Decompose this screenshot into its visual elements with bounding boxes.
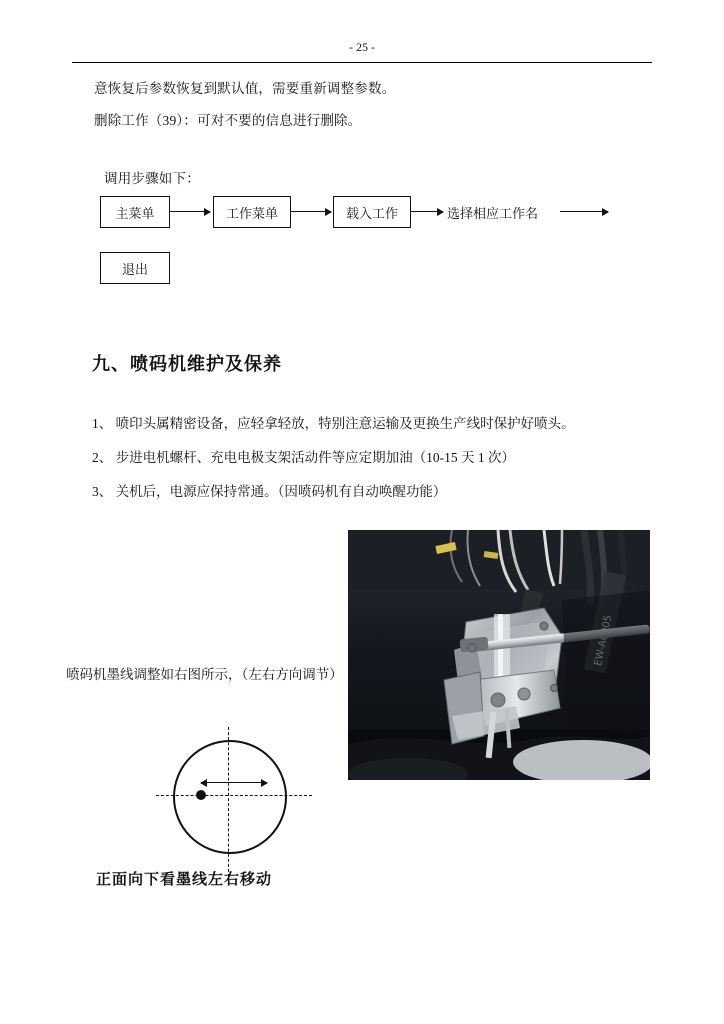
ink-line-diagram <box>168 735 298 865</box>
flow-arrow-3 <box>411 211 443 212</box>
diagram-circle <box>173 740 287 854</box>
flow-box-main-menu: 主菜单 <box>100 196 170 228</box>
maintenance-item-2: 2、 步进电机螺杆、充电电极支架活动件等应定期加油（10-15 天 1 次） <box>92 450 515 465</box>
diagram-double-arrow <box>201 782 267 783</box>
flow-arrow-1 <box>170 211 210 212</box>
diagram-ink-dot <box>196 790 206 800</box>
maintenance-item-3: 3、 关机后，电源应保持常通。（因喷码机有自动唤醒功能） <box>92 484 447 499</box>
header-divider <box>72 62 652 63</box>
flow-box-work-menu: 工作菜单 <box>213 196 291 228</box>
paragraph-3: 调用步骤如下： <box>104 171 200 186</box>
maintenance-item-1: 1、 喷印头属精密设备，应轻拿轻放，特别注意运输及更换生产线时保护好喷头。 <box>92 416 575 431</box>
figure-caption-left: 喷码机墨线调整如右图所示，（左右方向调节） <box>66 667 343 682</box>
paragraph-1: 意恢复后参数恢复到默认值，需要重新调整参数。 <box>94 81 396 96</box>
flow-box-load-work: 载入工作 <box>333 196 411 228</box>
printer-head-photo <box>348 530 650 780</box>
flow-box-exit: 退出 <box>100 252 170 284</box>
flow-label-select-work-name: 选择相应工作名 <box>447 206 539 221</box>
page-number: - 25 - <box>349 40 375 54</box>
paragraph-2: 删除工作（39）：可对不要的信息进行删除。 <box>94 113 362 128</box>
flow-arrow-2 <box>291 211 331 212</box>
flow-arrow-4 <box>560 211 608 212</box>
diagram-caption: 正面向下看墨线左右移动 <box>96 872 273 888</box>
section-heading: 九、喷码机维护及保养 <box>92 354 282 374</box>
